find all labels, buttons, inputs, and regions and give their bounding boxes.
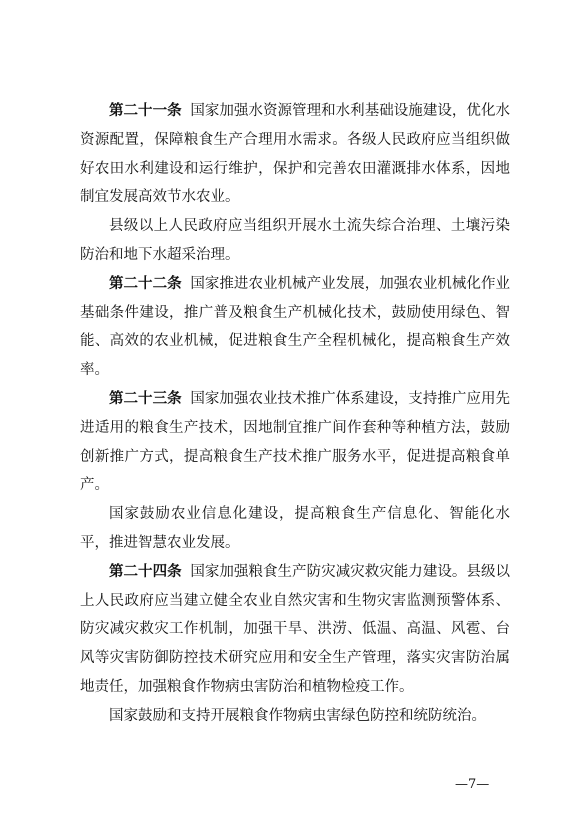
paragraph-article-24: [80, 558, 510, 702]
article-heading: 第二十一条: [109, 103, 182, 119]
paragraph-text: 国家鼓励农业信息化建设，提高粮食生产信息化、智能化水平，推进智慧农业发展。: [80, 506, 510, 551]
paragraph-text: 国家加强粮食生产防灾减灾救灾能力建设。县级以上人民政府应当建立健全农业自然灾害和生物灾害监测预警体系、防灾减灾救灾工作机制，加强干旱、洪涝、低温、高温、风雹、台风等灾害防御防控技术研究应用和安全生产管理，落实灾害防治属地责任，加强粮食作物病虫害防治和植物检疫工作。: [80, 563, 510, 695]
page-number: —7—: [455, 777, 490, 792]
paragraph-article-21-part-2: [80, 212, 510, 270]
paragraph-text: 国家加强农业技术推广体系建设，支持推广应用先进适用的粮食生产技术，因地制宜推广间作套种等种植方法，鼓励创新推广方式，提高粮食生产技术推广服务水平，促进提高粮食单产。: [80, 390, 510, 494]
paragraph-text: 县级以上人民政府应当组织开展水土流失综合治理、土壤污染防治和地下水超采治理。: [80, 218, 510, 263]
article-heading: 第二十二条: [109, 275, 182, 292]
paragraph-text: 国家加强水资源管理和水利基础设施建设，优化水资源配置，保障粮食生产合理用水需求。各级人民政府应当组织做好农田水利建设和运行维护，保护和完善农田灌溉排水体系，因地制宜发展高效节水农业。: [80, 103, 510, 206]
paragraph-text: 国家鼓励和支持开展粮食作物病虫害绿色防控和统防统治。: [109, 707, 486, 724]
paragraph-article-21: [80, 97, 510, 212]
paragraph-article-23-part-2: [80, 500, 510, 558]
article-heading: 第二十四条: [109, 563, 182, 580]
paragraph-article-23: [80, 385, 510, 500]
paragraph-article-22: [80, 270, 510, 385]
document-body: [80, 97, 510, 731]
paragraph-article-24-part-2: [80, 702, 510, 731]
article-heading: 第二十三条: [109, 390, 182, 407]
paragraph-text: 国家推进农业机械产业发展，加强农业机械化作业基础条件建设，推广普及粮食生产机械化技术，鼓励使用绿色、智能、高效的农业机械，促进粮食生产全程机械化，提高粮食生产效率。: [80, 275, 510, 379]
